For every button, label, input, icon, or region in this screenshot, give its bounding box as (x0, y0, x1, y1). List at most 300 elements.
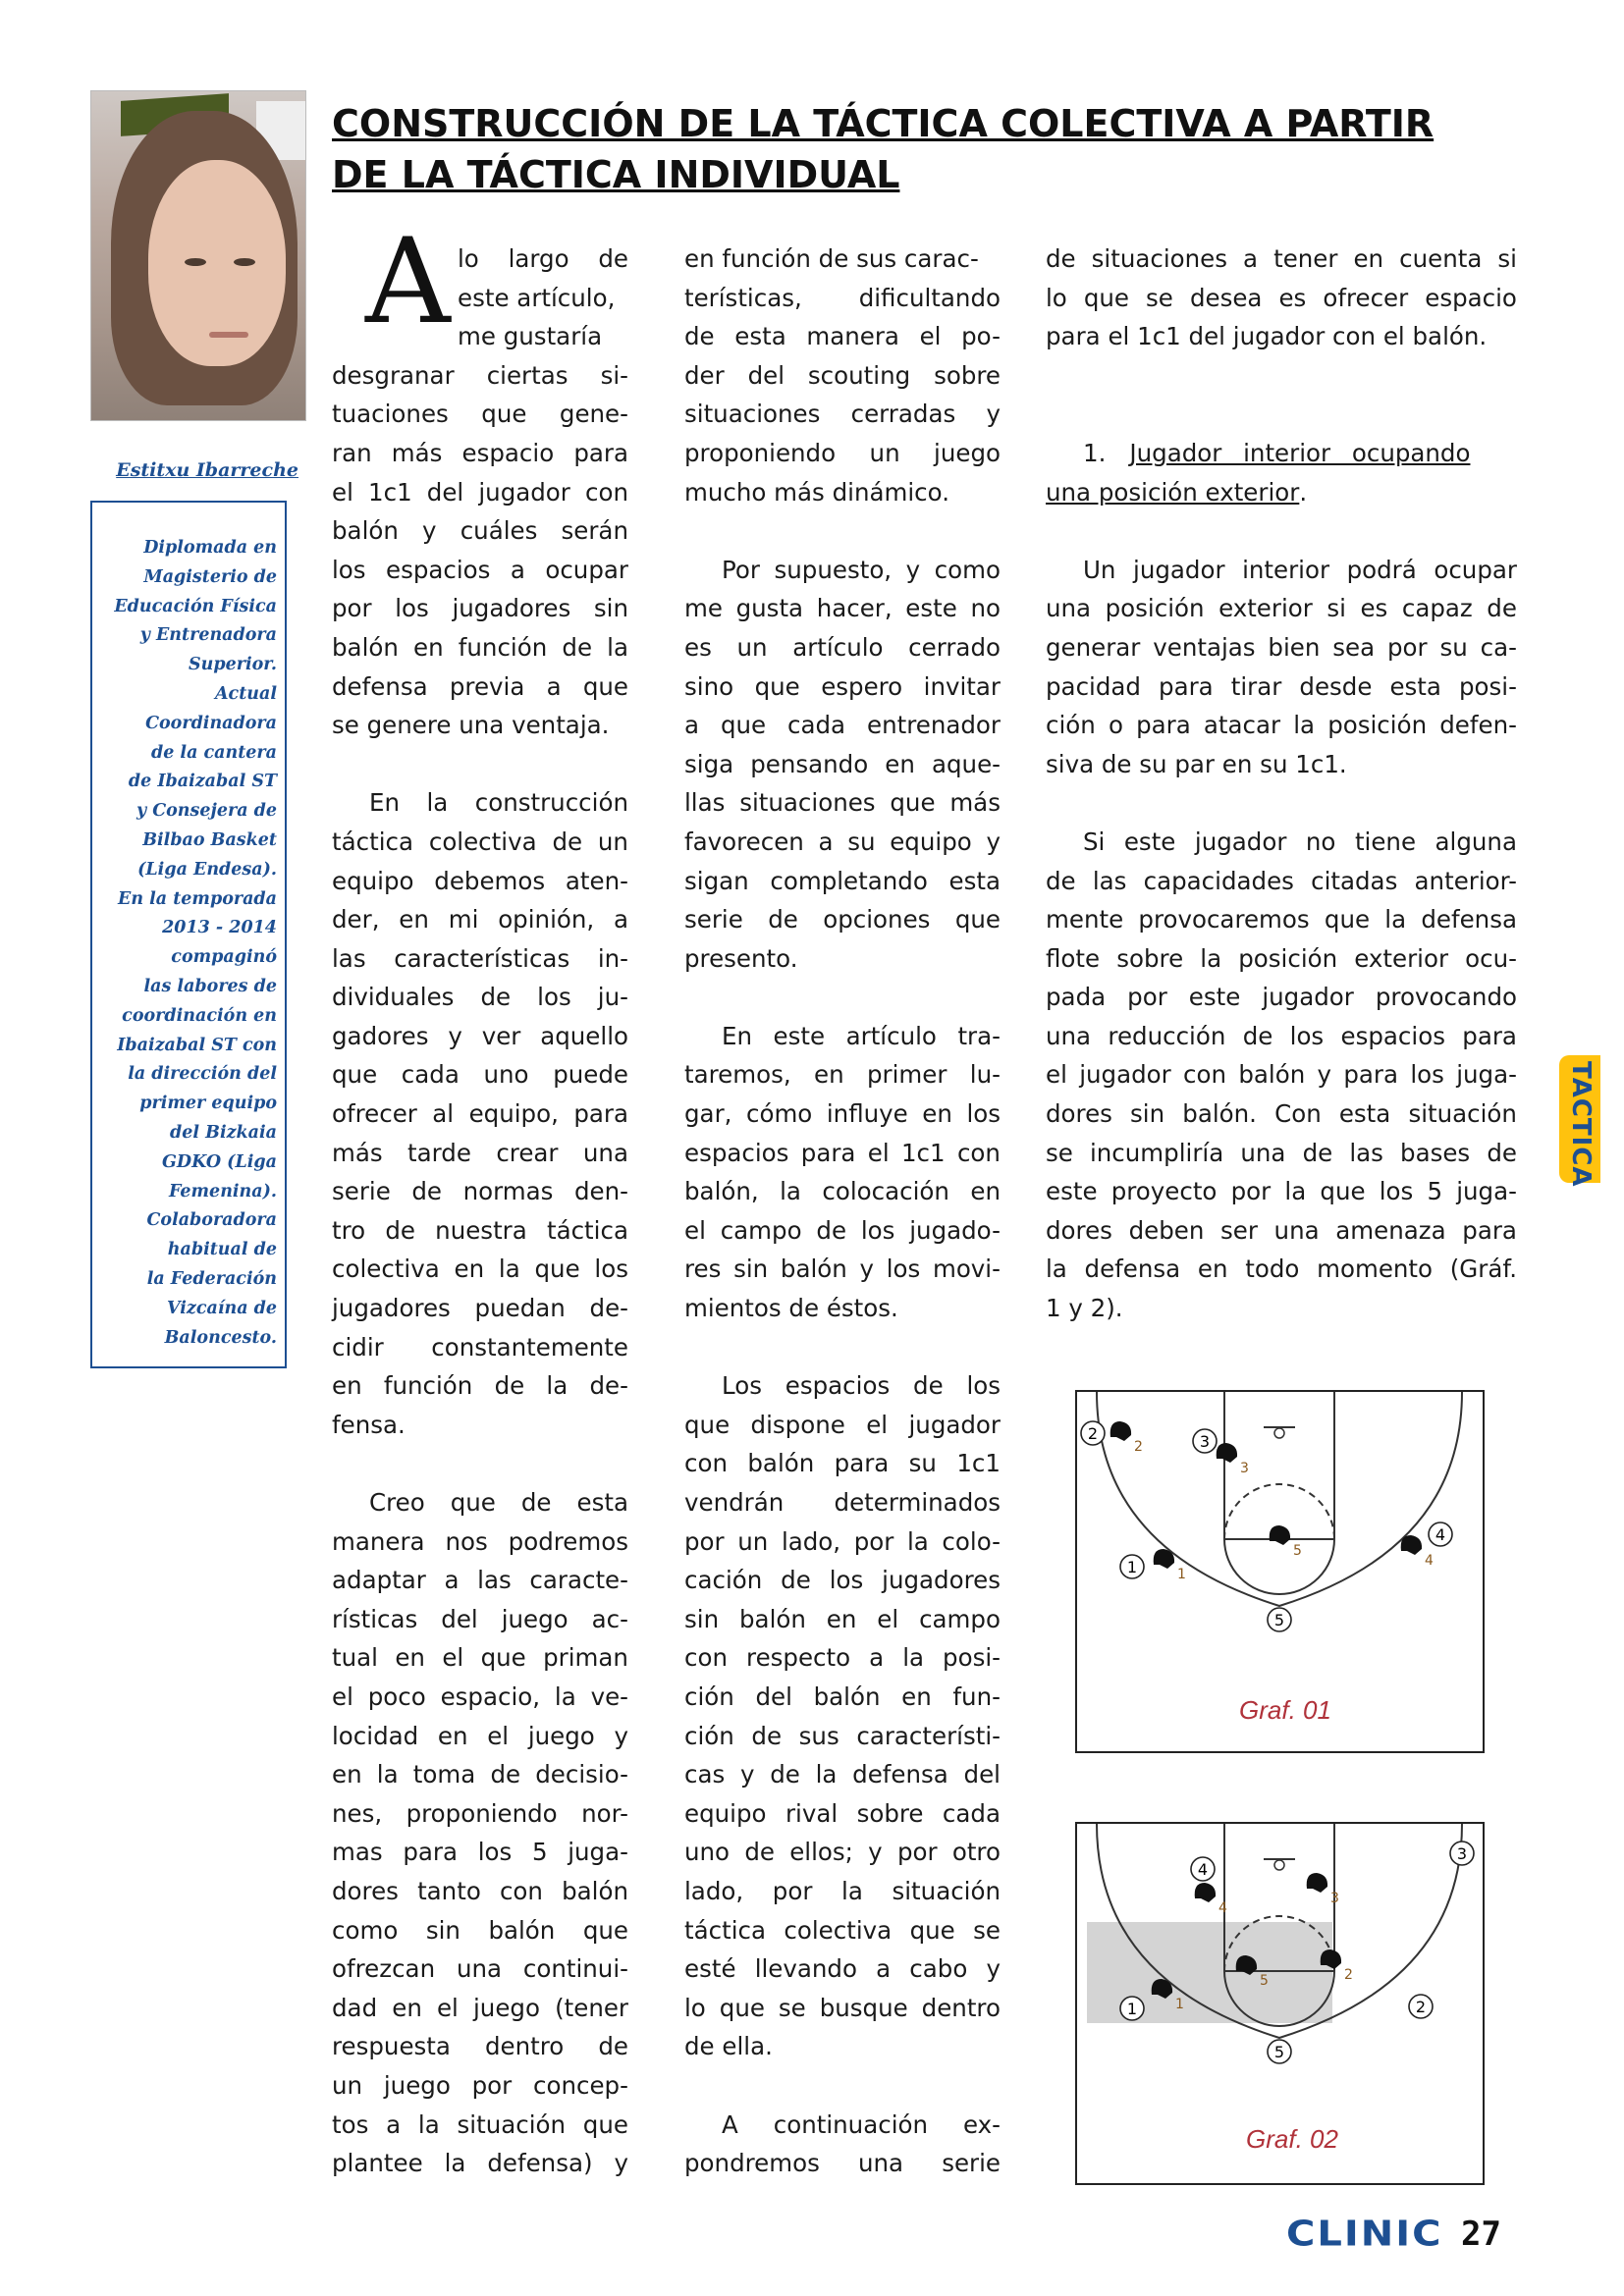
text-line (332, 1872, 628, 1911)
word: scouting (807, 360, 911, 390)
word: concep- (533, 2070, 628, 2100)
text-line (684, 1483, 1001, 1522)
section-heading-tail: . (1299, 477, 1308, 507)
word: mente (1046, 905, 1124, 934)
word: dispone (750, 1410, 845, 1439)
word: balón (1238, 1060, 1306, 1090)
magazine-logo: CLINIC (1286, 2214, 1443, 2255)
word: la (607, 632, 628, 662)
text-line (1046, 939, 1517, 979)
word: el (487, 1721, 510, 1750)
word: influye (826, 1099, 908, 1129)
word: cada (787, 711, 846, 740)
word: el (442, 1643, 464, 1673)
text-line (684, 395, 1001, 434)
text-line (684, 1444, 1001, 1483)
word: en (814, 1060, 844, 1090)
paragraph-gap (684, 2066, 1001, 2106)
word: uno (684, 1838, 731, 1867)
text-line (684, 1366, 1001, 1406)
text-line (684, 1717, 1001, 1756)
word: amenaza (1335, 1215, 1446, 1245)
word: balón (488, 1915, 556, 1945)
offensive-player-label: 5 (1273, 2043, 1285, 2061)
word: taremos, (684, 1060, 791, 1090)
word: del (747, 360, 785, 390)
word: sin (684, 1604, 720, 1633)
word: Los (722, 1371, 762, 1401)
word: a (444, 1566, 460, 1595)
bio-line: Actual (214, 683, 277, 704)
word: ocupar (545, 555, 628, 584)
word: para (1343, 1060, 1399, 1090)
word: ex- (963, 2109, 1001, 2139)
word: de (770, 1760, 800, 1789)
word: con (684, 1449, 728, 1478)
word: balón (332, 516, 399, 546)
text-line (1046, 706, 1517, 745)
word: lo (1046, 283, 1067, 312)
word: balón (813, 1682, 881, 1711)
word: a (386, 2109, 402, 2139)
word: su (847, 827, 876, 856)
word: terísticas, (684, 283, 802, 312)
word: espacio (461, 438, 555, 467)
word: serie (684, 905, 743, 934)
text-line (332, 628, 628, 667)
word: se (1046, 1138, 1073, 1167)
word: equipo (684, 1798, 767, 1828)
word: que (582, 2109, 628, 2139)
text-line (332, 1949, 628, 1989)
word: táctica (546, 1215, 628, 1245)
word: desea (1189, 283, 1263, 312)
author-name: Estitxu Ibarreche (116, 459, 298, 481)
text-line (684, 240, 1001, 279)
word: pensando (750, 749, 869, 778)
defensive-player-label: 4 (1218, 1900, 1227, 1916)
defensive-player-label: 1 (1177, 1567, 1186, 1582)
author-bio-box (90, 501, 287, 1368)
word: el (867, 1138, 890, 1167)
word: la (1293, 711, 1316, 740)
offensive-player-label: 3 (1199, 1432, 1211, 1451)
word: serie (332, 1177, 391, 1206)
word: más (391, 438, 443, 467)
word: esta (948, 866, 1001, 895)
defensive-player (1270, 1525, 1290, 1545)
word: crear (496, 1138, 559, 1167)
word: tual (332, 1643, 378, 1673)
text-line (332, 511, 628, 551)
word: de (494, 1371, 525, 1401)
column-3-intro (1046, 240, 1517, 356)
word: ellos; (789, 1838, 853, 1867)
word: que (890, 788, 936, 818)
section-number: 1. (1083, 438, 1107, 467)
word: 1c1 (956, 1449, 1001, 1478)
defensive-player-label: 5 (1260, 1973, 1269, 1989)
word: balón (780, 1255, 847, 1284)
text-line (684, 939, 1001, 979)
word: opciones (823, 905, 931, 934)
word: que (450, 1488, 496, 1517)
defensive-player (1217, 1443, 1237, 1463)
text-line (684, 1522, 1001, 1562)
word: me gustaría (458, 322, 603, 351)
word: generar (1046, 632, 1141, 662)
word: dividuales (332, 983, 455, 1012)
text-line (332, 1483, 628, 1522)
bio-line: GDKO (Liga (161, 1151, 277, 1172)
word: ser (1219, 1215, 1258, 1245)
text-line (332, 783, 628, 823)
word: movi- (932, 1255, 1001, 1284)
title-line-2: DE LA TÁCTICA INDIVIDUAL (332, 153, 900, 196)
word: ve- (590, 1682, 628, 1711)
text-line (332, 1794, 628, 1834)
word: determinados (834, 1488, 1001, 1517)
word: se (1146, 283, 1173, 312)
word: para (834, 1449, 890, 1478)
offensive-player-label: 1 (1126, 1558, 1138, 1576)
text-line (684, 1949, 1001, 1989)
word: exterior (1354, 943, 1449, 973)
bio-line: Superior. (189, 655, 277, 675)
word: los (1379, 1177, 1414, 1206)
word: presento. (684, 943, 798, 973)
text-line (1046, 551, 1517, 590)
text-line (332, 1406, 628, 1445)
word: sus (798, 1721, 839, 1750)
text-line (1046, 1017, 1517, 1056)
article-column-2 (684, 240, 1001, 2183)
word: juga- (1456, 1177, 1517, 1206)
text-line (1046, 317, 1517, 356)
word: posición (1238, 943, 1338, 973)
word: de (1242, 1021, 1273, 1050)
word: dores (332, 1876, 399, 1905)
word: con (1183, 1060, 1227, 1090)
word: llevando (754, 1954, 857, 1984)
word: en (1353, 244, 1384, 273)
word: y (905, 555, 921, 584)
text-line (332, 2144, 628, 2183)
word: balón. (1182, 1099, 1257, 1129)
word: los (966, 1371, 1001, 1401)
defensive-player-label: 2 (1344, 1967, 1353, 1983)
word: que (1320, 1177, 1366, 1206)
word: las (332, 943, 366, 973)
word: pondremos (684, 2149, 820, 2178)
word: el (436, 1993, 459, 2022)
word: a (613, 905, 628, 934)
word: de (480, 983, 512, 1012)
word: la (1284, 1177, 1307, 1206)
bio-line: Educación Física (114, 596, 277, 616)
word: balón, (684, 1177, 759, 1206)
word: jugador (1262, 983, 1354, 1012)
word: el (332, 477, 353, 507)
word: del (426, 477, 464, 507)
word: puedan (474, 1294, 566, 1323)
text-line (332, 2066, 628, 2106)
word: y (422, 516, 437, 546)
defensive-player-label: 2 (1134, 1439, 1143, 1455)
word: función (458, 632, 548, 662)
word: constantemente (431, 1332, 628, 1362)
bio-line: Baloncesto. (164, 1327, 277, 1348)
word: bases (1400, 1138, 1471, 1167)
word: situaciones (684, 400, 821, 429)
diagram-1-caption: Graf. 01 (1239, 1695, 1331, 1725)
word: que (481, 400, 527, 429)
word: y (614, 2149, 628, 2178)
bio-line: y Consejera de (135, 801, 277, 822)
word: manera (332, 1526, 425, 1556)
text-line (1046, 900, 1517, 939)
word: jugador (1079, 1060, 1171, 1090)
text-line (684, 1095, 1001, 1134)
word: que (684, 1410, 731, 1439)
word: su (908, 1449, 937, 1478)
word: espacios (386, 555, 491, 584)
word: se (778, 1993, 806, 2022)
word: una (1046, 1021, 1092, 1050)
word: toma (412, 1760, 476, 1789)
word: característi- (856, 1721, 1001, 1750)
text-line (332, 1755, 628, 1794)
word: campo (720, 1215, 802, 1245)
word: táctica (332, 827, 413, 856)
text-line (332, 1172, 628, 1211)
word: supuesto, (774, 555, 893, 584)
text-line (332, 1989, 628, 2028)
word: que (1324, 905, 1371, 934)
word: debemos (434, 866, 546, 895)
word: juego (383, 2070, 451, 2100)
defensive-player-label: 3 (1330, 1891, 1339, 1906)
word: En (722, 1021, 753, 1050)
defensive-player-label: 5 (1293, 1543, 1302, 1559)
word: colectiva (784, 1915, 893, 1945)
word: no (970, 594, 1001, 623)
text-line (332, 1366, 628, 1406)
word: (Gráf. (1449, 1255, 1517, 1284)
word: el (684, 1215, 706, 1245)
word: nos (445, 1526, 488, 1556)
word: por (772, 1876, 813, 1905)
word: por (684, 1526, 725, 1556)
word: y (739, 1760, 755, 1789)
word: continuación (773, 2109, 929, 2139)
drop-cap: A (365, 214, 451, 350)
word: desde (1299, 671, 1373, 701)
offensive-player-label: 3 (1456, 1844, 1468, 1863)
article-column-3 (1046, 240, 1517, 1328)
bio-line: Coordinadora (145, 713, 277, 733)
word: los (829, 1566, 864, 1595)
word: dad (332, 1993, 378, 2022)
word: en (1197, 1255, 1228, 1284)
word: ventajas (1153, 632, 1256, 662)
word: o (1108, 711, 1123, 740)
word: por (471, 2070, 513, 2100)
text-line (1046, 1134, 1517, 1173)
word: defensa (332, 671, 428, 701)
word: de (744, 1838, 775, 1867)
word: rísticas (332, 1604, 418, 1633)
word: por (332, 594, 372, 623)
word: de (1487, 594, 1517, 623)
word: la (417, 2109, 440, 2139)
word: res (684, 1255, 722, 1284)
word: los (395, 594, 429, 623)
bio-line: compaginó (171, 947, 277, 968)
word: en (395, 1643, 425, 1673)
word: es (1360, 594, 1388, 623)
word: manera (806, 322, 899, 351)
word: cada (401, 1060, 460, 1090)
word: con (585, 477, 628, 507)
word: jugador (478, 477, 570, 507)
text-line (684, 2144, 1001, 2183)
word: un (737, 1526, 769, 1556)
word: tiene (1354, 827, 1417, 856)
offensive-player-label: 2 (1087, 1424, 1099, 1443)
word: sea (1332, 632, 1376, 662)
text-line (332, 1678, 628, 1717)
word: balón (562, 1876, 628, 1905)
text-line (684, 1600, 1001, 1639)
word: a (1243, 244, 1259, 273)
text-line (684, 823, 1001, 862)
word: situaciones (739, 788, 876, 818)
word: balón (747, 1449, 815, 1478)
word: 5 (531, 1838, 548, 1867)
diagram-2-caption: Graf. 02 (1246, 2124, 1338, 2154)
word: entrenador (867, 711, 1001, 740)
word: completando (770, 866, 928, 895)
word: más (949, 788, 1001, 818)
word: que (480, 1643, 526, 1673)
word: ofrecer (1323, 283, 1409, 312)
word: en función de sus carac- (684, 244, 979, 273)
word: el (877, 1604, 899, 1633)
word: podrá (1346, 555, 1417, 584)
word: jugador (908, 1410, 1001, 1439)
section-heading (1046, 434, 1517, 473)
word: y (859, 1255, 874, 1284)
word: en (437, 1721, 468, 1750)
text-line (684, 1833, 1001, 1872)
offensive-player-label: 4 (1197, 1860, 1209, 1879)
word: bien (1268, 632, 1321, 662)
word: ac- (591, 1604, 628, 1633)
word: sobre (934, 360, 1001, 390)
paragraph-gap (1046, 783, 1517, 823)
text-line (684, 745, 1001, 784)
word: ju- (597, 983, 628, 1012)
bio-line: Magisterio de (143, 566, 277, 587)
paragraph-gap (332, 745, 628, 784)
bio-line: las labores de (143, 976, 277, 996)
word: ofrecer (332, 1099, 417, 1129)
word: que (534, 1255, 580, 1284)
word: la (902, 1643, 925, 1673)
word: mucho más dinámico. (684, 477, 949, 507)
word: tra- (957, 1021, 1001, 1050)
word: gene- (559, 400, 628, 429)
word: este artículo, (458, 283, 616, 312)
word: de- (589, 1294, 628, 1323)
word: que (720, 711, 767, 740)
word: respuesta (332, 2032, 451, 2061)
word: posición (1327, 711, 1428, 740)
defensive-player (1195, 1883, 1216, 1902)
word: la (1200, 943, 1222, 973)
word: por (1230, 1177, 1272, 1206)
word: una (1240, 1138, 1286, 1167)
word: serie (942, 2149, 1001, 2178)
court-diagram-1 (1075, 1390, 1485, 1753)
defensive-player-label: 4 (1425, 1553, 1434, 1569)
page-number: 27 (1461, 2215, 1501, 2254)
word: dores (1046, 1215, 1112, 1245)
text-line (332, 2027, 628, 2066)
text-line (332, 1522, 628, 1562)
word: der (684, 360, 725, 390)
word: equipo (332, 866, 414, 895)
word: defensa (852, 1760, 948, 1789)
word: en (885, 749, 915, 778)
word: con (956, 1138, 1001, 1167)
word: provocaremos (1138, 905, 1310, 934)
word: un (869, 438, 900, 467)
word: equipo, (468, 1099, 559, 1129)
text-line (332, 900, 628, 939)
word: a (869, 1643, 885, 1673)
text-line (332, 1250, 628, 1289)
word: de (913, 1371, 944, 1401)
word: la (498, 1255, 520, 1284)
word: más (332, 1138, 383, 1167)
word: uno (483, 1060, 529, 1090)
word: colocación (822, 1177, 949, 1206)
word: colo- (942, 1526, 1001, 1556)
word: proyecto (1110, 1177, 1218, 1206)
text-line (332, 395, 628, 434)
word: defensa (1421, 905, 1517, 934)
bio-line: coordinación en (122, 1005, 277, 1026)
text-line (684, 862, 1001, 901)
word: jugadores (332, 1294, 451, 1323)
word: adaptar (332, 1566, 426, 1595)
text-line (332, 862, 628, 901)
word: balón (739, 1604, 806, 1633)
word: fensa. (332, 1410, 406, 1439)
word: en (413, 632, 444, 662)
word: del (441, 1604, 478, 1633)
word: der, (332, 905, 380, 934)
word: este (773, 1021, 826, 1050)
word: espacios (1340, 1021, 1445, 1050)
word: en (922, 1099, 952, 1129)
word: para (1159, 671, 1214, 701)
paragraph-gap (684, 511, 1001, 551)
text-line (1046, 978, 1517, 1017)
word: cación (684, 1566, 763, 1595)
